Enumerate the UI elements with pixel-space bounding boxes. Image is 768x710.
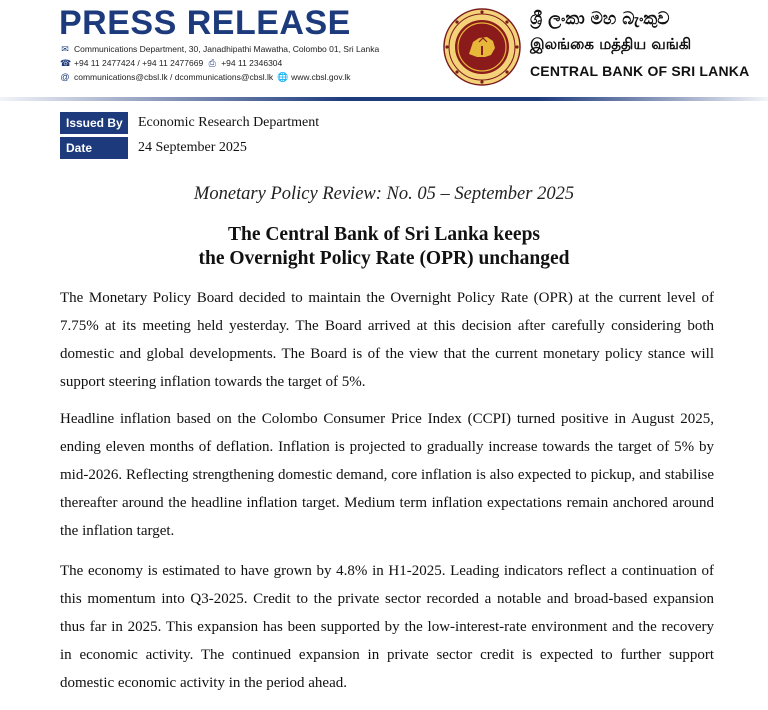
cbsl-seal-logo <box>443 8 521 86</box>
body-paragraph: Headline inflation based on the Colombo Consumer Price Index (CCPI) turned positive in August 2025, ending eleven months of deflation. Inflation is projected to gradually increase towards the target of 5% by mid-2026. Reflecting strengthening domestic demand, core inflation is also expected to pickup, and stabilise thereafter around the headline inflation target. Medium term inflation expectations remain anchored around the inflation target. <box>60 411 714 539</box>
review-subtitle: Monetary Policy Review: No. 05 – September 2025 <box>193 184 575 204</box>
body-paragraph: The Monetary Policy Board decided to maintain the Overnight Policy Rate (OPR) at the current level of 7.75% at its meeting held yesterday. The Board arrived at this decision after carefully considering both domestic and global developments. The Board is of the view that the current monetary policy stance will support steering inflation towards the target of 5%. <box>60 290 714 390</box>
bank-name-tamil: இலங்கை மத்திய வங்கி <box>530 35 692 53</box>
address-line <box>60 43 379 55</box>
letterhead <box>0 0 768 100</box>
at-icon: @ <box>60 72 70 82</box>
date-label: Date <box>60 137 128 159</box>
phone-icon: ☎ <box>60 58 72 68</box>
website-link[interactable]: www.cbsl.gov.lk <box>291 72 351 82</box>
headline-line-2: the Overnight Policy Rate (OPR) unchanged <box>198 248 570 269</box>
phone-text: +94 11 2477424 / +94 11 2477669 <box>74 58 204 68</box>
envelope-icon: ✉ <box>61 44 69 54</box>
email-line <box>60 71 351 83</box>
headline <box>0 223 768 271</box>
globe-icon: 🌐 <box>277 72 289 82</box>
body-paragraph: The economy is estimated to have grown by 4.8% in H1-2025. Leading indicators reflect a continuation of this momentum into Q3-2025. Credit to the private sector recorded a notable and broad-based expansion thus far in 2025. This expansion has been supported by the low-interest-rate environment and the recovery in economic activity. The continued expansion in private sector credit is expected to further support domestic economic activity in the period ahead. <box>60 563 714 691</box>
email-text[interactable]: communications@cbsl.lk / dcommunications@cbsl.lk <box>74 72 274 82</box>
header-divider <box>0 97 768 101</box>
bank-name-sinhala: ශ්‍රී ලංකා මහ බැංකුව <box>530 9 670 29</box>
phone-line <box>60 57 282 69</box>
issued-by-label: Issued By <box>60 112 128 134</box>
date-row <box>60 137 247 159</box>
issued-by-value: Economic Research Department <box>138 115 320 130</box>
fax-icon: ⎙ <box>208 58 216 68</box>
bank-name-english: CENTRAL BANK OF SRI LANKA <box>530 63 750 79</box>
headline-line-1: The Central Bank of Sri Lanka keeps <box>227 224 541 245</box>
address-text: Communications Department, 30, Janadhipathi Mawatha, Colombo 01, Sri Lanka <box>74 44 380 54</box>
press-release-title: PRESS RELEASE <box>59 4 351 42</box>
issued-by-row <box>60 112 319 134</box>
fax-text: +94 11 2346304 <box>221 58 283 68</box>
date-value: 24 September 2025 <box>138 140 247 155</box>
